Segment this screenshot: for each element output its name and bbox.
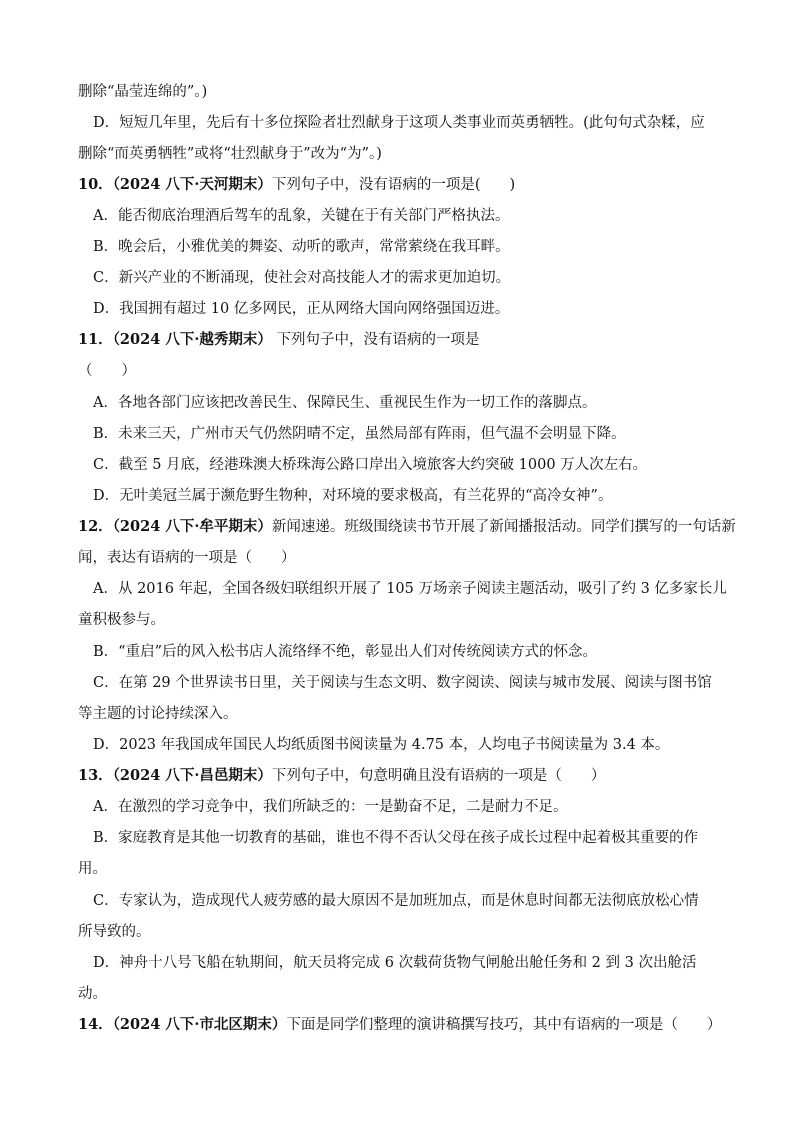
option-a-line: A．各地各部门应该把改善民生、保障民生、重视民生作为一切工作的落脚点。 bbox=[93, 395, 597, 411]
option-b-line: B．未来三天，广州市天气仍然阴晴不定，虽然局部有阵雨，但气温不会明显下降。 bbox=[93, 426, 626, 442]
question-number: 12． bbox=[78, 518, 113, 535]
question-10-stem: 10．（2024 八下·天河期末）下列句子中，没有语病的一项是( ) bbox=[78, 176, 516, 193]
question-12-stem: 12．（2024 八下·牟平期末）新闻速递。班级围绕读书节开展了新闻播报活动。同学们撰写的一句话新 bbox=[78, 518, 736, 535]
option-d-line: D．短短几年里，先后有十多位探险者壮烈献身于这项人类事业而英勇牺牲。(此句句式杂糅，应 bbox=[93, 115, 705, 131]
option-d-line: D．2023 年我国成年国民人均纸质图书阅读量为 4.75 本，人均电子书阅读量为 3.4 本。 bbox=[93, 737, 670, 753]
question-13-stem: 13．（2024 八下·昌邑期末）下列句子中，句意明确且没有语病的一项是（ ） bbox=[78, 767, 606, 784]
option-c-line: C．截至 5 月底，经港珠澳大桥珠海公路口岸出入境旅客大约突破 1000 万人次左右。 bbox=[93, 457, 648, 473]
question-14-stem: 14．（2024 八下·市北区期末）下面是同学们整理的演讲稿撰写技巧，其中有语病的一项是（ ） bbox=[78, 1016, 722, 1033]
text-line: 用。 bbox=[78, 861, 107, 877]
question-source: （2024 八下·市北区期末） bbox=[112, 1016, 287, 1033]
option-a-line: A．在激烈的学习竞争中，我们所缺乏的：一是勤奋不足，二是耐力不足。 bbox=[93, 799, 568, 815]
option-c-line: C．新兴产业的不断涌现，使社会对高技能人才的需求更加迫切。 bbox=[93, 270, 511, 286]
question-source: （2024 八下·牟平期末） bbox=[112, 518, 272, 535]
text-line: 闻，表达有语病的一项是（ ） bbox=[78, 550, 296, 566]
question-source: （2024 八下·越秀期末） bbox=[112, 331, 272, 348]
text-line: 删除“而英勇牺牲”或将“壮烈献身于”改为“为”。) bbox=[78, 146, 382, 162]
question-source: （2024 八下·昌邑期末） bbox=[112, 767, 272, 784]
text-line: 童积极参与。 bbox=[78, 612, 165, 628]
question-number: 13． bbox=[78, 767, 113, 784]
option-c-line: C．专家认为，造成现代人疲劳感的最大原因不是加班加点，而是休息时间都无法彻底放松心情 bbox=[93, 893, 699, 909]
option-d-line: D．我国拥有超过 10 亿多网民，正从网络大国向网络强国迈进。 bbox=[93, 301, 510, 317]
question-11-stem: 11．（2024 八下·越秀期末） 下列句子中，没有语病的一项是 bbox=[78, 331, 480, 348]
option-b-line: B．家庭教育是其他一切教育的基础，谁也不得不否认父母在孩子成长过程中起着极其重要的作 bbox=[93, 830, 699, 846]
question-source: （2024 八下·天河期末） bbox=[112, 176, 272, 193]
option-d-line: D．神舟十八号飞船在轨期间，航天员将完成 6 次载荷货物气闸舱出舱任务和 2 到 3 次出舱活 bbox=[93, 955, 697, 971]
option-a-line: A．能否彻底治理酒后驾车的乱象，关键在于有关部门严格执法。 bbox=[93, 208, 510, 224]
option-a-line: A．从 2016 年起，全国各级妇联组织开展了 105 万场亲子阅读主题活动，吸引了约 3 亿多家长儿 bbox=[93, 581, 727, 597]
text-line: 等主题的讨论持续深入。 bbox=[78, 706, 238, 722]
option-b-line: B．晚会后，小雅优美的舞姿、动听的歌声，常常萦绕在我耳畔。 bbox=[93, 239, 510, 255]
question-number: 14． bbox=[78, 1016, 113, 1033]
option-d-line: D．无叶美冠兰属于濒危野生物种，对环境的要求极高，有兰花界的“高冷女神”。 bbox=[93, 488, 613, 504]
question-number: 11． bbox=[78, 331, 113, 348]
text-line: 所导致的。 bbox=[78, 924, 151, 940]
option-b-line: B．“重启”后的风入松书店人流络绎不绝，彰显出人们对传统阅读方式的怀念。 bbox=[93, 644, 597, 660]
question-number: 10． bbox=[78, 176, 113, 193]
text-line: 动。 bbox=[78, 986, 107, 1002]
option-c-line: C．在第 29 个世界读书日里，关于阅读与生态文明、数字阅读、阅读与城市发展、阅读与图书馆 bbox=[93, 675, 712, 691]
text-line: 删除“晶莹连绵的”。) bbox=[78, 84, 208, 100]
answer-blank: （ ） bbox=[78, 363, 136, 379]
